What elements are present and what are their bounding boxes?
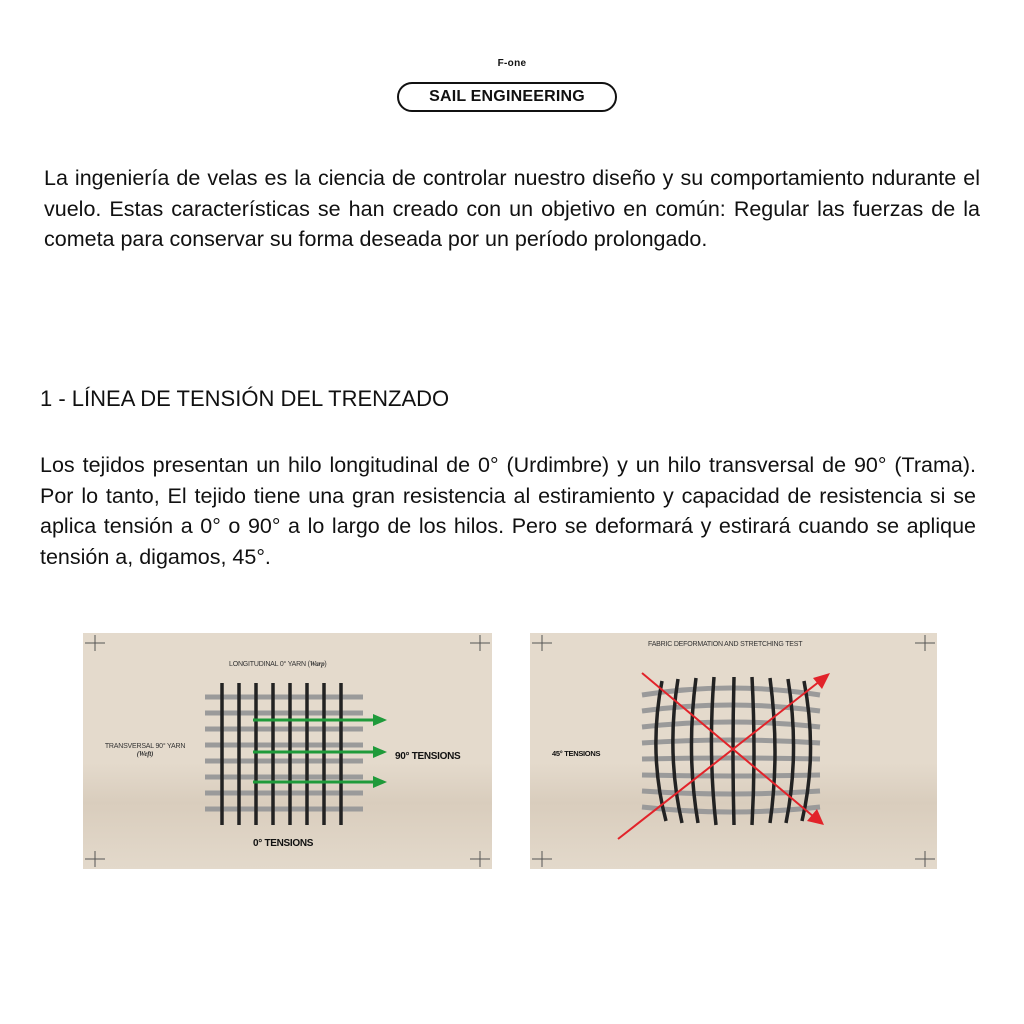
figure-warp-weft-tensions [83,633,492,869]
warp-yarn-label: LONGITUDINAL 0° YARN (Warp) [229,660,327,668]
figure-deformation-test [530,633,937,869]
section-badge: SAIL ENGINEERING [397,82,617,112]
intro-paragraph: La ingeniería de velas es la ciencia de controlar nuestro diseño y su comportamiento ndurante el vuelo. Estas características se han creado con un objetivo en común: Regular las fuerzas de la cometa para conservar su forma deseada por un período prolongado. [44,166,980,251]
zero-degree-tension-label: 0° TENSIONS [253,838,314,849]
section-title: 1 - LÍNEA DE TENSIÓN DEL TRENZADO [40,386,450,411]
brand-logo-text: F-one [497,58,527,69]
weft-yarn-label: TRANSVERSAL 90° YARN (Weft) [104,743,186,758]
section-paragraph: Los tejidos presentan un hilo longitudinal de 0° (Urdimbre) y un hilo transversal de 90° (Trama). Por lo tanto, El tejido tiene una gran resistencia al estiramiento y capacidad de resistencia si se aplica tensión a 0° o 90° a lo largo de los hilos. Pero se deformará y estirará cuando se aplique tensión a, digamos, 45°. [40,453,976,569]
forty-five-degree-tension-label: 45° TENSIONS [552,749,601,758]
ninety-degree-tension-label: 90° TENSIONS [395,751,461,762]
deformation-test-title: FABRIC DEFORMATION AND STRETCHING TEST [648,641,803,648]
